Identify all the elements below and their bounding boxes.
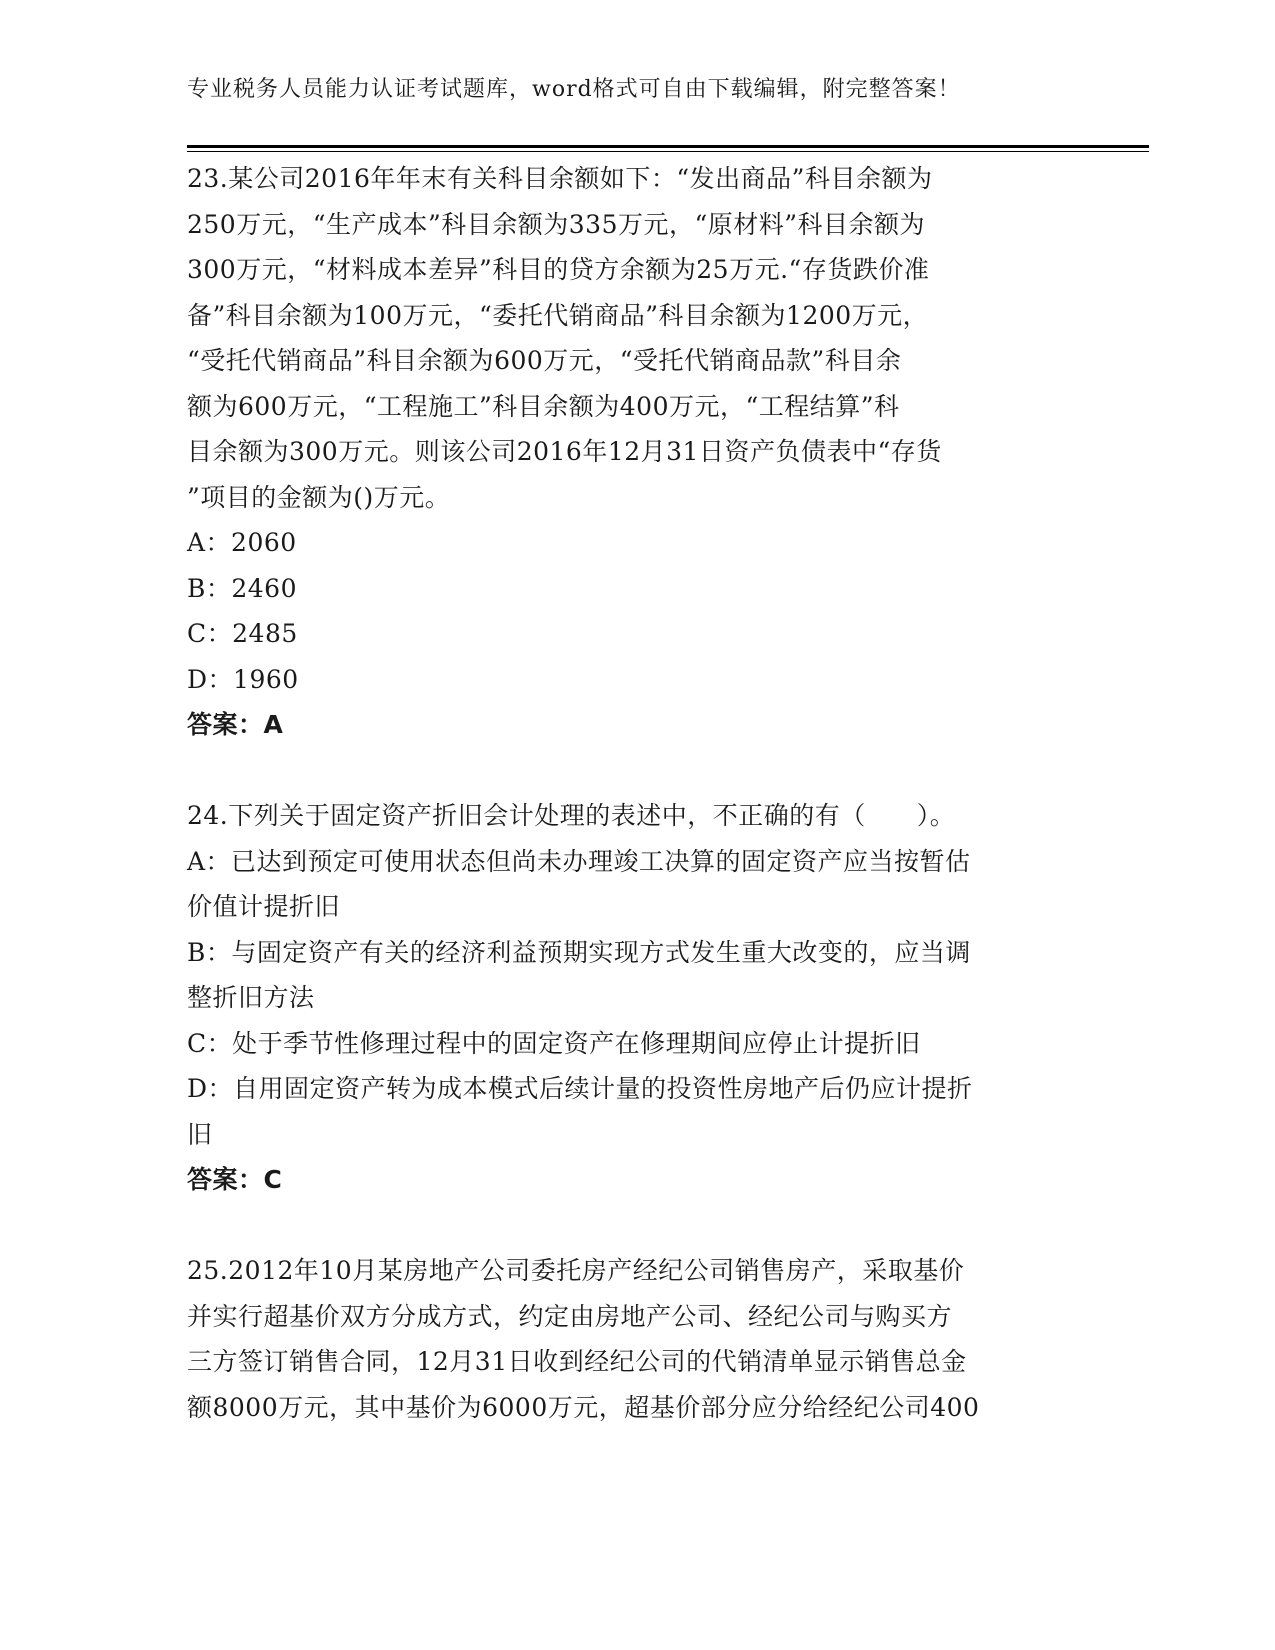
- answer-option: [187, 1066, 1087, 1157]
- question-text-line: ”项目的金额为()万元。: [187, 482, 451, 512]
- question-text-line: 并实行超基价双方分成方式，约定由房地产公司、经纪公司与购买方: [187, 1301, 953, 1331]
- option-text-line: A：已达到预定可使用状态但尚未办理竣工决算的固定资产应当按暂估: [187, 846, 971, 876]
- question-block: [187, 156, 1087, 748]
- header-rule-thin: [187, 151, 1149, 152]
- question-text-line: 24.下列关于固定资产折旧会计处理的表述中，不正确的有（ ）。: [187, 801, 956, 830]
- question-text-line: 额为600万元，“工程施工”科目余额为400万元，“工程结算”科: [187, 391, 900, 421]
- question-text-line: 250万元，“生产成本”科目余额为335万元，“原材料”科目余额为: [187, 209, 926, 239]
- question-text-line: 目余额为300万元。则该公司2016年12月31日资产负债表中“存货: [187, 437, 942, 466]
- option-text-line: 价值计提折旧: [187, 892, 341, 921]
- question-spacer: [187, 1203, 1087, 1249]
- question-block: [187, 793, 1087, 1203]
- answer-option: [187, 930, 1087, 1021]
- question-text-line: 备”科目余额为100万元，“委托代销商品”科目余额为1200万元，: [187, 300, 929, 330]
- answer-option: [187, 657, 1087, 703]
- answer-option: [187, 1021, 1087, 1067]
- option-text-line: A：2060: [187, 528, 297, 557]
- option-text-line: 旧: [187, 1119, 213, 1149]
- question-text-line: 额8000万元，其中基价为6000万元，超基价部分应分给经纪公司400: [187, 1392, 980, 1422]
- option-text-line: B：2460: [187, 573, 297, 603]
- question-text-line: 300万元，“材料成本差异”科目的贷方余额为25万元.“存货跌价准: [187, 255, 930, 284]
- question-text-line: 25.2012年10月某房地产公司委托房产经纪公司销售房产，采取基价: [187, 1256, 965, 1285]
- question-block: [187, 1248, 1087, 1430]
- header-rule-thick: [187, 145, 1149, 148]
- question-text-line: 23.某公司2016年年末有关科目余额如下：“发出商品”科目余额为: [187, 164, 933, 193]
- question-spacer: [187, 748, 1087, 794]
- question-list: [187, 156, 1087, 1430]
- page-header: 专业税务人员能力认证考试题库，word格式可自由下载编辑，附完整答案！: [187, 77, 961, 102]
- answer-option: [187, 520, 1087, 566]
- option-text-line: C：处于季节性修理过程中的固定资产在修理期间应停止计提折旧: [187, 1028, 921, 1058]
- option-text-line: D：1960: [187, 664, 299, 694]
- question-text-line: “受托代销商品”科目余额为600万元，“受托代销商品款”科目余: [187, 346, 902, 375]
- answer-label: 答案：C: [187, 1165, 283, 1194]
- option-text-line: D：自用固定资产转为成本模式后续计量的投资性房地产后仍应计提折: [187, 1074, 973, 1103]
- option-text-line: 整折旧方法: [187, 983, 315, 1012]
- answer-label: 答案：A: [187, 710, 284, 739]
- option-text-line: C：2485: [187, 619, 298, 648]
- option-text-line: B：与固定资产有关的经济利益预期实现方式发生重大改变的，应当调: [187, 937, 971, 967]
- answer-option: [187, 839, 1087, 930]
- answer-option: [187, 566, 1087, 612]
- answer-option: [187, 611, 1087, 657]
- question-text-line: 三方签订销售合同，12月31日收到经纪公司的代销清单显示销售总金: [187, 1347, 967, 1376]
